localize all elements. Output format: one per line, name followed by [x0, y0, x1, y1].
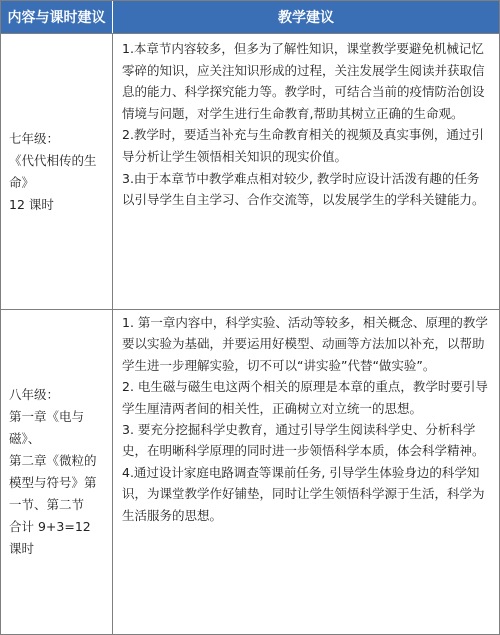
grade8-suggestion-3: 3. 要充分挖掘科学史教育，通过引导学生阅读科学史、分析科学史，在明晰科学原理的同时进一步领悟科学本质，体会科学精神。	[122, 422, 485, 459]
grade7-suggestions-cell	[113, 34, 499, 309]
grade7-suggestion-1: 1.本章节内容较多，但多为了解性知识，课堂教学要避免机械记忆零碎的知识，应关注知识形成的过程，关注发展学生阅读并获取信息的能力、科学探究能力等。教学时，可结合当前的疫情防治创设情境与问题，对学生进行生命教育,帮助其树立正确的生命观。	[122, 41, 485, 121]
table-row-grade8	[1, 310, 499, 634]
grade8-line: 课时	[9, 541, 35, 556]
grade8-line: 模型与符号》第	[9, 475, 97, 490]
table-header	[1, 1, 499, 34]
grade7-line: 七年级：	[9, 130, 60, 146]
grade8-suggestions-cell	[113, 310, 499, 634]
grade8-suggestion-4: 4.通过设计家庭电路调查等课前任务, 引导学生体验身边的科学知识，为课堂教学作好铺垫，同时让学生领悟科学源于生活，科学为生活服务的思想。	[122, 464, 485, 523]
grade8-line: 第一章《电与	[9, 409, 85, 424]
table-row-grade7	[1, 34, 499, 310]
grade8-line: 一节、第二节	[9, 497, 85, 512]
grade8-line: 磁》、	[9, 431, 41, 446]
header-teaching-suggestions: 教学建议	[278, 10, 334, 26]
grade8-suggestion-2: 2. 电生磁与磁生电这两个相关的原理是本章的重点，教学时要引导学生厘清两者间的相关性，正确树立对立统一的思想。	[122, 379, 488, 416]
grade8-line: 八年级：	[9, 387, 60, 402]
header-content-and-hours: 内容与课时建议	[1, 1, 113, 33]
grade8-line: 合计 9+3=12	[9, 519, 91, 534]
grade8-content-cell	[1, 310, 113, 634]
grade7-content-cell	[1, 34, 113, 309]
grade8-line: 第二章《微粒的	[9, 453, 97, 468]
grade8-suggestion-1: 1. 第一章内容中，科学实验、活动等较多，相关概念、原理的教学要以实验为基础，并要运用好模型、动画等方法加以补充，以帮助学生进一步理解实验，切不可以“讲实验”代替“做实验”。	[122, 315, 488, 373]
grade7-line: 12 课时	[9, 196, 54, 212]
grade7-line: 命》	[9, 174, 35, 190]
grade7-suggestion-3: 3.由于本章节中教学难点相对较少, 教学时应设计活泼有趣的任务以引导学生自主学习、合作交流等，以发展学生的学科关键能力。	[122, 170, 485, 208]
grade7-line: 《代代相传的生	[9, 152, 97, 168]
grade7-suggestion-2: 2.教学时，要适当补充与生命教育相关的视频及真实事例，通过引导分析让学生领悟相关知识的现实价值。	[122, 127, 484, 164]
